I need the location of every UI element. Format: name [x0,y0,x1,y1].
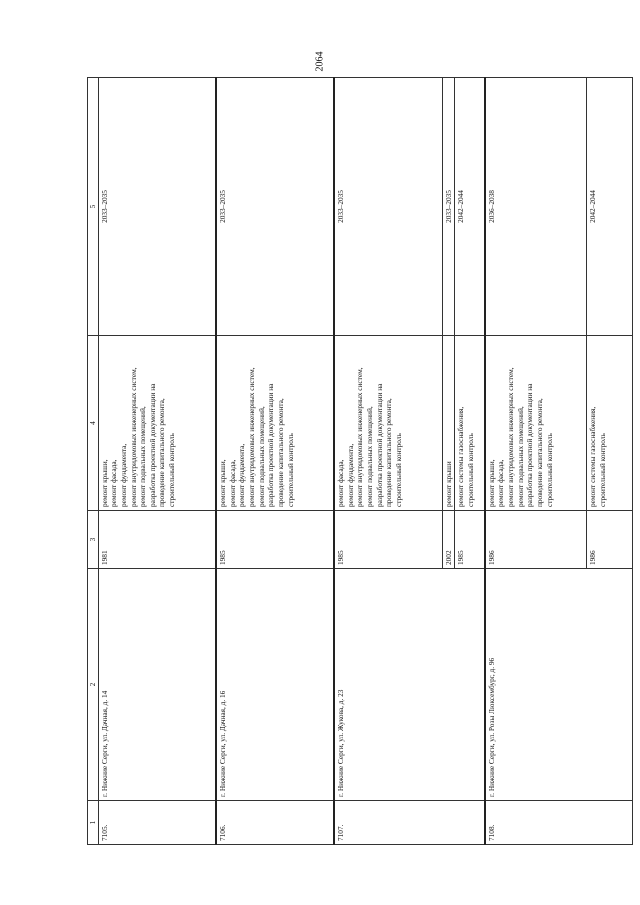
works-cell [98,336,216,511]
work-item: ремонт фасада, [496,459,506,507]
work-item: проведение капитального ремонта, [157,398,167,507]
works-cell [442,336,455,511]
works-cell [485,336,587,511]
work-item: строительный контроль [597,433,607,507]
work-item: разработка проектной документации на [147,383,157,507]
table-row [216,78,334,845]
address-cell: г. Нижние Серги, ул. Дачная, д. 14 [98,569,216,801]
work-item: ремонт подвальных помещений, [138,406,148,507]
row-number: 7107. [334,801,485,845]
year-cell: 1981 [98,511,216,569]
work-item: разработка проектной документации на [266,383,276,507]
header-col-3: 3 [88,511,99,569]
rotated-table-container [87,78,607,845]
row-number: 7105. [98,801,216,845]
work-item: ремонт крыши [443,461,453,507]
table-body [98,78,633,845]
work-item: ремонт крыши, [486,459,496,507]
works-cell [216,336,334,511]
work-item: ремонт подвальных помещений, [365,406,374,507]
work-item: ремонт фундамента, [345,443,355,507]
work-item: ремонт внутридомовых инженерных систем, [247,367,256,507]
works-cell [587,336,633,511]
period-cell: 2033–2035 [334,78,442,336]
work-item: ремонт подвальных помещений, [515,406,525,507]
work-item: ремонт фундамента, [118,443,128,507]
address-cell: г. Нижние Серги, ул. Дачная, д. 16 [216,569,334,801]
works-cell [455,336,485,511]
work-item: ремонт фасада, [336,459,346,507]
period-cell: 2033–2035 [216,78,334,336]
work-item: ремонт внутридомовых инженерных систем, [128,367,138,507]
header-col-2: 2 [88,569,99,801]
work-item: проведение капитального ремонта, [534,398,544,507]
year-cell: 2002 [442,511,455,569]
work-item: ремонт фундамента, [237,443,247,507]
work-item: проведение капитального ремонта, [275,398,285,507]
year-cell: 1986 [485,511,587,569]
work-item: разработка проектной документации на [525,383,535,507]
header-col-5: 5 [88,78,99,336]
period-cell: 2042–2044 [587,78,633,336]
table-row [485,78,587,845]
address-cell: г. Нижние Серги, ул. Розы Люксембург, д. 96 [485,569,633,801]
work-item: разработка проектной документации на [374,383,384,507]
work-item: ремонт внутридомовых инженерных систем, [506,367,515,507]
period-cell: 2033–2035 [98,78,216,336]
header-row [88,78,99,845]
address-cell: г. Нижние Серги, ул. Жукова, д. 23 [334,569,485,801]
period-cell: 2042–2044 [455,78,485,336]
header-col-1: 1 [88,801,99,845]
year-cell: 1985 [455,511,485,569]
work-item: ремонт системы газоснабжения, [588,406,598,507]
capital-repair-table [87,77,633,845]
header-col-4: 4 [88,336,99,511]
table-row [334,78,442,845]
work-item: строительный контроль [393,433,403,507]
work-item: ремонт фасада, [227,459,237,507]
period-cell: 2033–2035 [442,78,455,336]
work-item: ремонт системы газоснабжения, [456,406,466,507]
work-item: ремонт фасада, [109,459,119,507]
period-cell: 2036–2038 [485,78,587,336]
work-item: ремонт крыши, [218,459,228,507]
table-row [98,78,216,845]
works-cell [334,336,442,511]
year-cell: 1985 [334,511,442,569]
work-item: строительный контроль [285,433,295,507]
work-item: строительный контроль [167,433,176,507]
work-item: ремонт подвальных помещений, [256,406,266,507]
work-item: строительный контроль [544,433,554,507]
work-item: строительный контроль [465,433,475,507]
work-item: проведение капитального ремонта, [384,398,394,507]
row-number: 7106. [216,801,334,845]
year-cell: 1985 [216,511,334,569]
year-cell: 1986 [587,511,633,569]
page-number: 2064 [314,51,326,72]
work-item: ремонт крыши, [99,459,109,507]
row-number: 7108. [485,801,633,845]
work-item: ремонт внутридомовых инженерных систем, [355,367,365,507]
